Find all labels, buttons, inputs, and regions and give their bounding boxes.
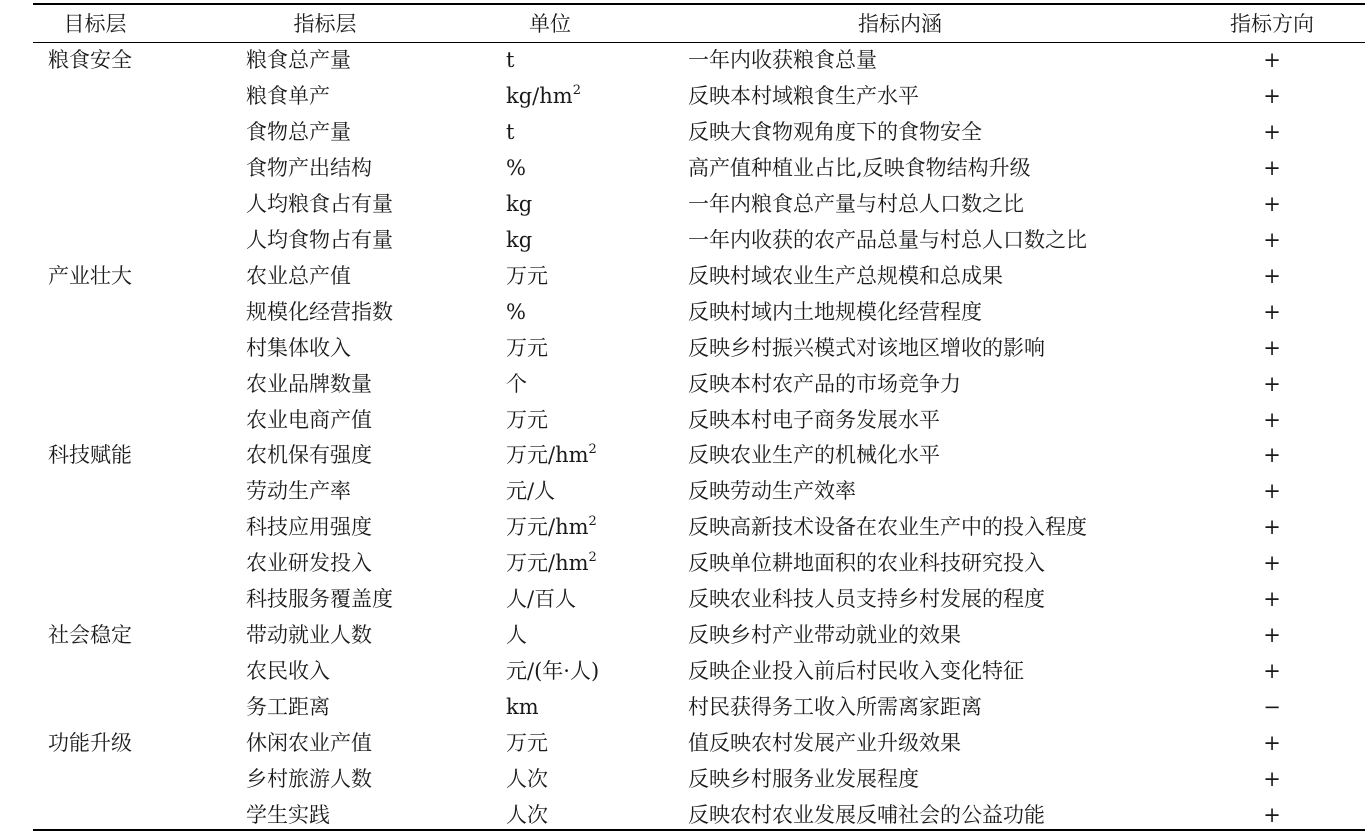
table-row (0, 691, 1365, 723)
goal-cell: 粮食安全 (48, 48, 132, 72)
table-row (0, 152, 1365, 184)
direction-cell: − (1263, 695, 1281, 720)
unit-cell (506, 260, 548, 292)
table-row (0, 188, 1365, 220)
indicator-cell: 科技应用强度 (246, 515, 372, 540)
header-direction: 指标方向 (1230, 12, 1314, 36)
indicator-cell: 学生实践 (246, 802, 330, 827)
direction-cell: + (1263, 335, 1281, 360)
unit-cell (506, 475, 555, 507)
indicator-cell: 农机保有强度 (246, 443, 372, 468)
indicator-cell: 农业总产值 (246, 263, 351, 288)
indicator-cell: 休闲农业产值 (246, 731, 372, 756)
header-unit: 单位 (529, 12, 571, 36)
unit-cell (506, 727, 548, 759)
unit-text: % (506, 299, 526, 324)
table-row (0, 475, 1365, 507)
meaning-cell: 反映农业科技人员支持乡村发展的程度 (688, 587, 1045, 612)
meaning-cell: 反映企业投入前后村民收入变化特征 (688, 659, 1024, 684)
meaning-cell: 反映农村农业发展反哺社会的公益功能 (688, 802, 1045, 827)
goal-cell: 科技赋能 (48, 443, 132, 468)
direction-cell: + (1263, 83, 1281, 108)
direction-cell: + (1263, 802, 1281, 827)
unit-cell (506, 80, 581, 112)
indicator-cell: 务工距离 (246, 695, 330, 720)
unit-cell (506, 332, 548, 364)
unit-text: 万元/hm (506, 443, 589, 468)
table-row (0, 439, 1365, 471)
meaning-cell: 一年内粮食总产量与村总人口数之比 (688, 191, 1024, 216)
unit-superscript: 2 (588, 550, 597, 566)
meaning-cell: 反映乡村振兴模式对该地区增收的影响 (688, 335, 1045, 360)
table-bottom-rule (33, 829, 1365, 831)
unit-text: t (506, 119, 515, 144)
table-row (0, 404, 1365, 436)
unit-text: 万元/hm (506, 551, 589, 576)
unit-superscript: 2 (588, 514, 597, 530)
unit-text: kg (506, 227, 533, 252)
goal-cell: 功能升级 (48, 731, 132, 756)
unit-text: % (506, 155, 526, 180)
header-goal: 目标层 (63, 12, 127, 36)
unit-text: 元/人 (506, 479, 556, 504)
meaning-cell: 一年内收获粮食总量 (688, 48, 877, 72)
indicator-cell: 农业电商产值 (246, 407, 372, 432)
table-row (0, 655, 1365, 687)
table-row (0, 44, 1365, 76)
indicator-cell: 劳动生产率 (246, 479, 351, 504)
direction-cell: + (1263, 155, 1281, 180)
goal-cell: 社会稳定 (48, 623, 132, 648)
direction-cell: + (1263, 623, 1281, 648)
meaning-cell: 村民获得务工收入所需离家距离 (688, 695, 982, 720)
unit-cell (506, 116, 514, 148)
unit-text: 万元 (506, 731, 548, 756)
header-indicator: 指标层 (293, 12, 357, 36)
unit-text: t (506, 48, 515, 72)
unit-text: 万元 (506, 263, 548, 288)
direction-cell: + (1263, 587, 1281, 612)
direction-cell: + (1263, 227, 1281, 252)
unit-cell (506, 583, 576, 615)
unit-cell (506, 368, 527, 400)
indicator-cell: 食物总产量 (246, 119, 351, 144)
unit-cell (506, 691, 539, 723)
unit-text: km (506, 695, 539, 720)
meaning-cell: 反映本村农产品的市场竞争力 (688, 371, 961, 396)
direction-cell: + (1263, 263, 1281, 288)
table-header-row (0, 8, 1365, 40)
table-row (0, 332, 1365, 364)
unit-cell (506, 296, 526, 328)
table-row (0, 368, 1365, 400)
unit-text: 人次 (506, 767, 548, 791)
meaning-cell: 反映村域内土地规模化经营程度 (688, 299, 982, 324)
table-top-rule (33, 3, 1365, 5)
direction-cell: + (1263, 515, 1281, 540)
unit-text: kg/hm (506, 83, 573, 108)
table-row (0, 224, 1365, 256)
indicator-cell: 农业研发投入 (246, 551, 372, 576)
meaning-cell: 反映本村域粮食生产水平 (688, 83, 919, 108)
meaning-cell: 反映单位耕地面积的农业科技研究投入 (688, 551, 1045, 576)
unit-cell (506, 404, 548, 436)
table-row (0, 296, 1365, 328)
direction-cell: + (1263, 731, 1281, 756)
indicator-cell: 规模化经营指数 (246, 299, 393, 324)
table-header-rule (33, 42, 1365, 43)
indicator-cell: 农业品牌数量 (246, 371, 372, 396)
table-row (0, 763, 1365, 795)
indicator-cell: 食物产出结构 (246, 155, 372, 180)
direction-cell: + (1263, 299, 1281, 324)
header-meaning: 指标内涵 (858, 12, 942, 36)
meaning-cell: 反映农业生产的机械化水平 (688, 443, 940, 468)
direction-cell: + (1263, 551, 1281, 576)
table-row (0, 116, 1365, 148)
meaning-cell: 反映乡村产业带动就业的效果 (688, 623, 961, 648)
indicator-cell: 粮食总产量 (246, 48, 351, 72)
meaning-cell: 反映村域农业生产总规模和总成果 (688, 263, 1003, 288)
unit-text: 万元 (506, 407, 548, 432)
unit-cell (506, 188, 532, 220)
unit-cell (506, 224, 532, 256)
goal-cell: 产业壮大 (48, 263, 132, 288)
indicator-cell: 人均食物占有量 (246, 227, 393, 252)
unit-cell (506, 547, 597, 579)
unit-cell (506, 619, 527, 651)
table-row (0, 583, 1365, 615)
unit-superscript: 2 (588, 442, 597, 458)
indicator-cell: 人均粮食占有量 (246, 191, 393, 216)
indicator-cell: 粮食单产 (246, 83, 330, 108)
meaning-cell: 反映本村电子商务发展水平 (688, 407, 940, 432)
meaning-cell: 值反映农村发展产业升级效果 (688, 731, 961, 756)
unit-superscript: 2 (572, 82, 581, 98)
direction-cell: + (1263, 371, 1281, 396)
unit-cell (506, 439, 597, 471)
direction-cell: + (1263, 48, 1281, 72)
unit-cell (506, 763, 548, 795)
unit-cell (506, 152, 526, 184)
table-row (0, 80, 1365, 112)
direction-cell: + (1263, 479, 1281, 504)
unit-text: 万元 (506, 335, 548, 360)
direction-cell: + (1263, 767, 1281, 791)
unit-text: kg (506, 191, 533, 216)
indicator-cell: 农民收入 (246, 659, 330, 684)
direction-cell: + (1263, 191, 1281, 216)
table-row (0, 260, 1365, 292)
meaning-cell: 反映劳动生产效率 (688, 479, 856, 504)
unit-text: 个 (506, 371, 527, 396)
direction-cell: + (1263, 443, 1281, 468)
unit-text: 人/百人 (506, 587, 577, 612)
table-row (0, 727, 1365, 759)
table-row (0, 547, 1365, 579)
unit-cell (506, 799, 548, 831)
meaning-cell: 反映乡村服务业发展程度 (688, 767, 919, 791)
unit-text: 人次 (506, 802, 548, 827)
meaning-cell: 一年内收获的农产品总量与村总人口数之比 (688, 227, 1087, 252)
indicator-cell: 村集体收入 (246, 335, 351, 360)
direction-cell: + (1263, 119, 1281, 144)
unit-cell (506, 44, 514, 76)
indicator-cell: 科技服务覆盖度 (246, 587, 393, 612)
unit-text: 人 (506, 623, 527, 648)
table-row (0, 619, 1365, 651)
table-row (0, 511, 1365, 543)
meaning-cell: 高产值种植业占比,反映食物结构升级 (688, 155, 1031, 180)
unit-text: 元/(年·人) (506, 659, 600, 684)
indicator-cell: 带动就业人数 (246, 623, 372, 648)
unit-text: 万元/hm (506, 515, 589, 540)
meaning-cell: 反映高新技术设备在农业生产中的投入程度 (688, 515, 1087, 540)
unit-cell (506, 511, 597, 543)
meaning-cell: 反映大食物观角度下的食物安全 (688, 119, 982, 144)
direction-cell: + (1263, 659, 1281, 684)
table-row (0, 799, 1365, 831)
indicator-cell: 乡村旅游人数 (246, 767, 372, 791)
direction-cell: + (1263, 407, 1281, 432)
unit-cell (506, 655, 599, 687)
